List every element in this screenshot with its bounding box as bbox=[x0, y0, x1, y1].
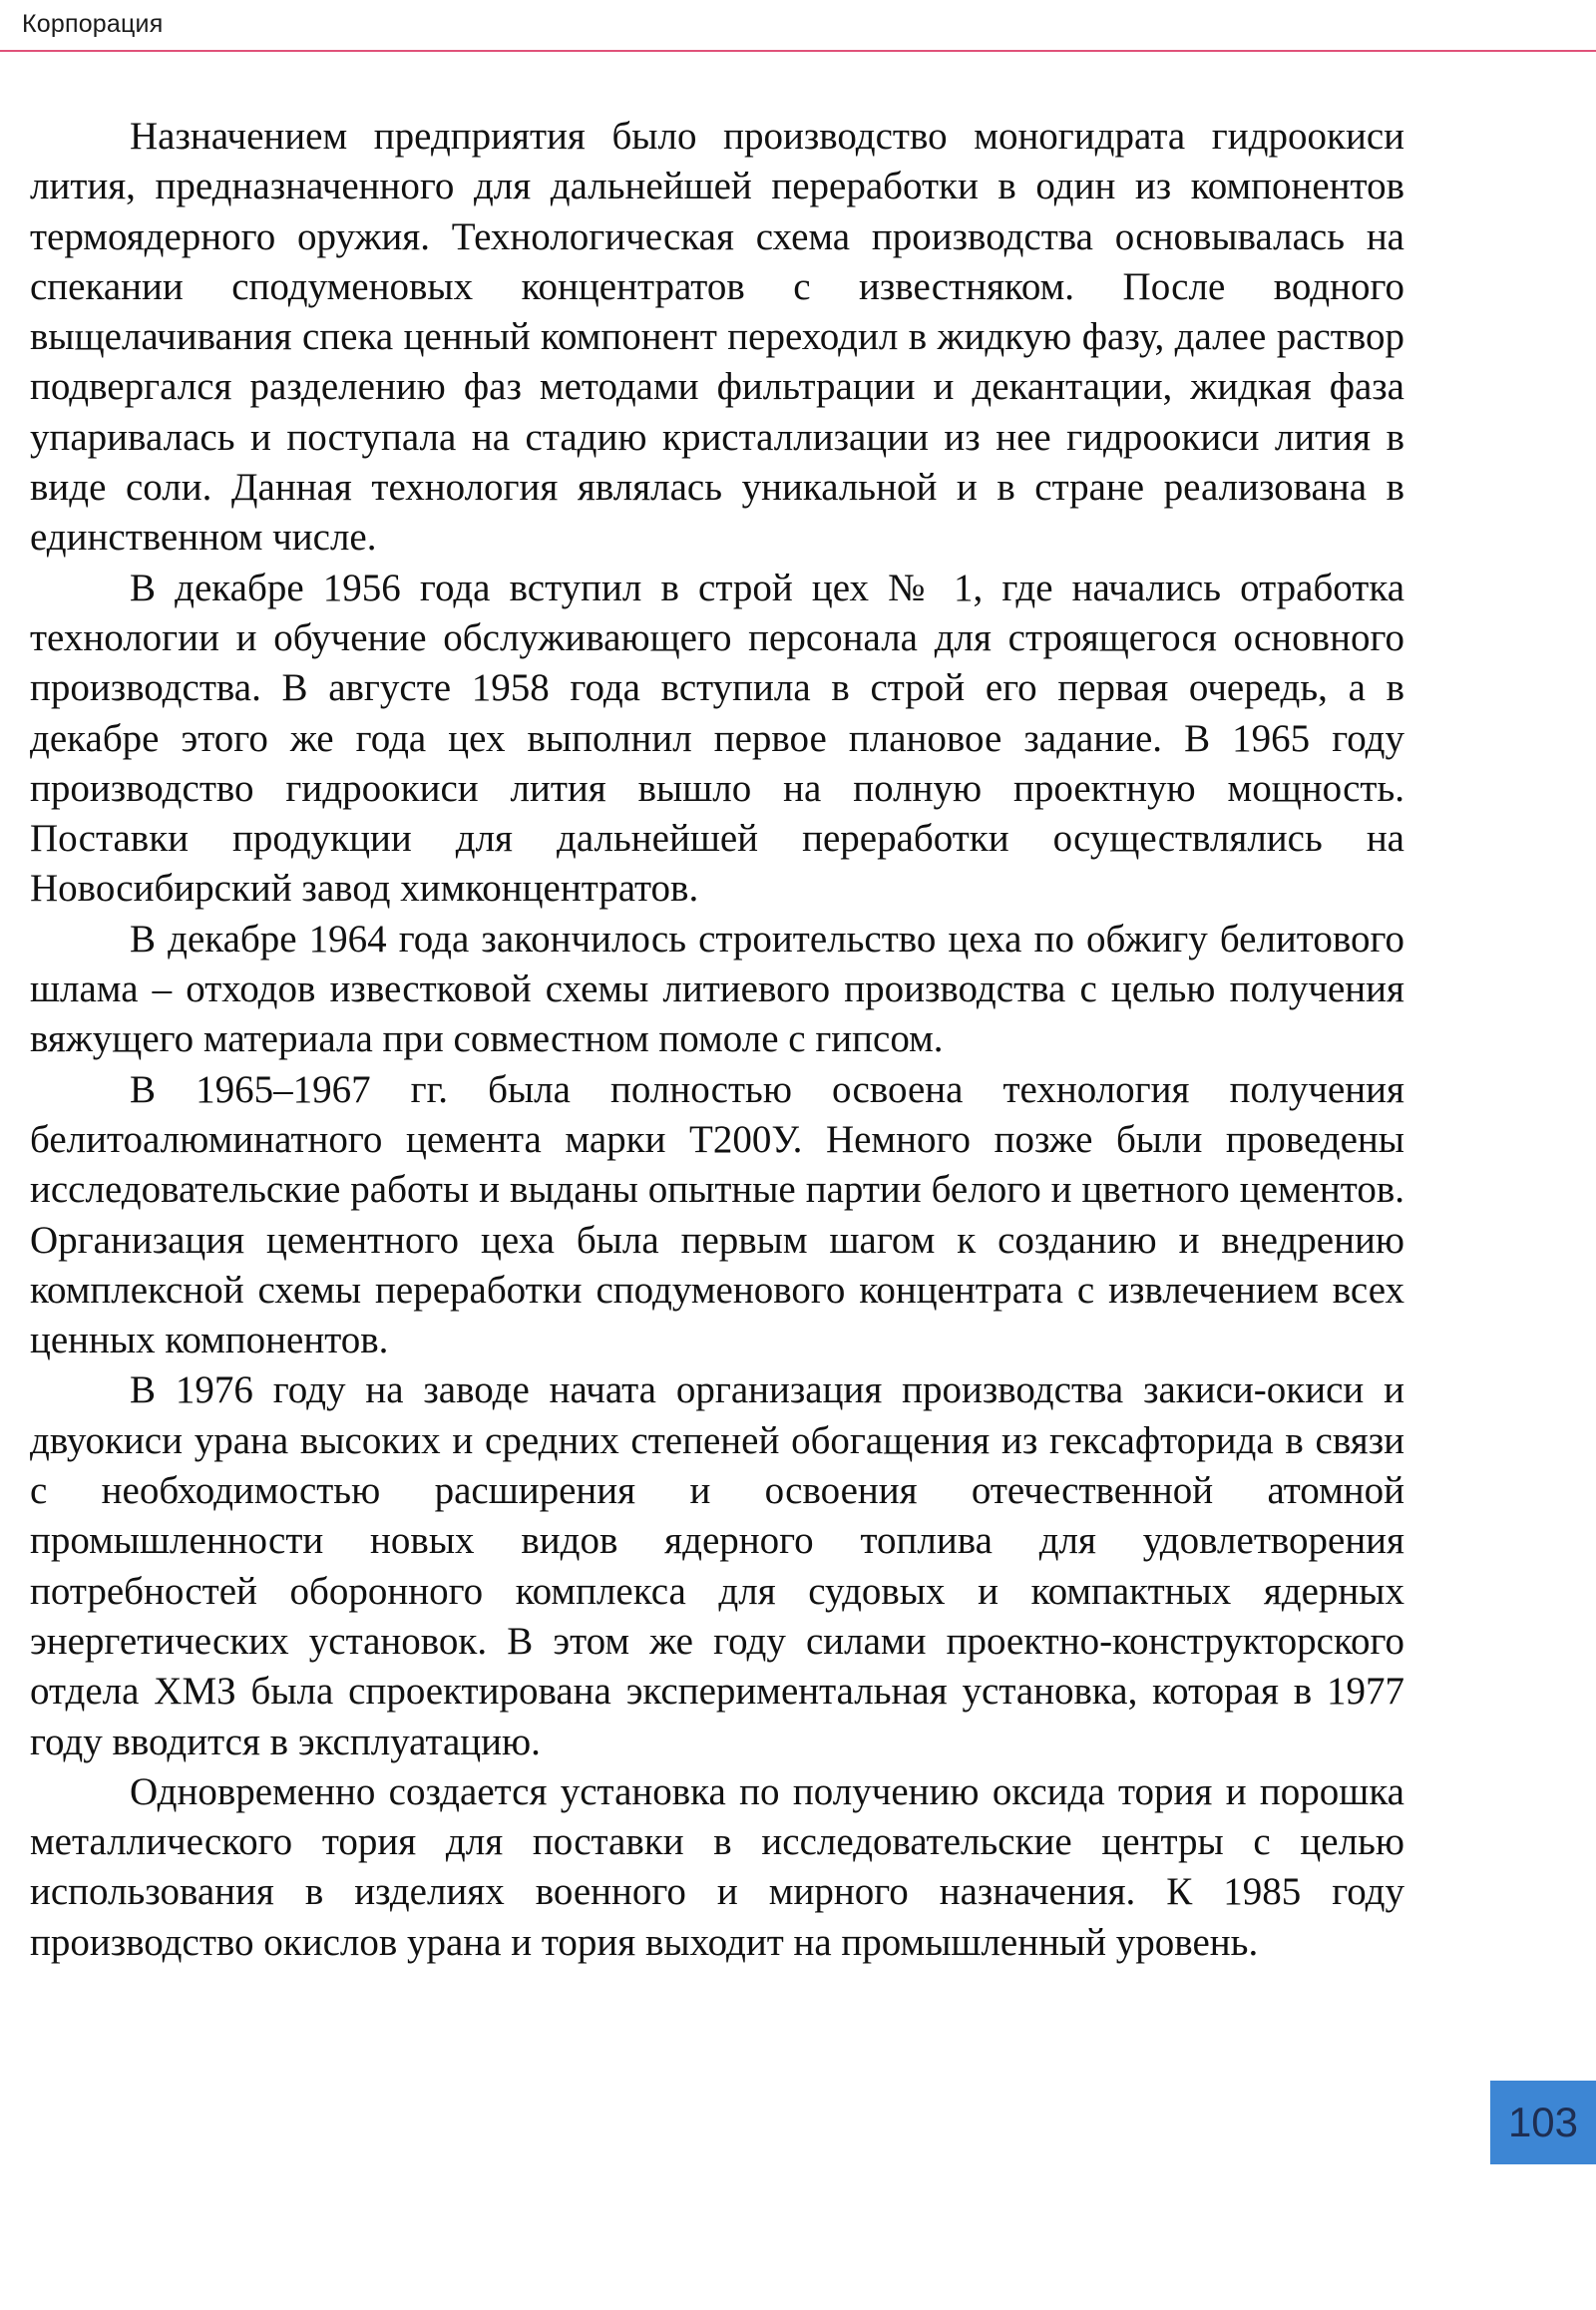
paragraph: В декабре 1964 года закончилось строительство цеха по обжигу белитового шлама – отходов известковой схемы литиевого производства с целью получения вяжущего материала при совместном помоле с гипсом. bbox=[30, 917, 1404, 1061]
page-number-badge: 103 bbox=[1490, 2081, 1596, 2164]
section-label: Корпорация bbox=[22, 10, 164, 38]
paragraph: В 1976 году на заводе начата организация производства закиси-окиси и двуокиси урана высоких и средних степеней обогащения из гексафторида в связи с необходимостью расширения и освоения отечественной атомной промышленности новых видов ядерного топлива для удовлетворения потребностей оборонного комплекса для судовых и компактных ядерных энергетических установок. В этом же году силами проектно-конструкторского отдела ХМЗ была спроектирована экспериментальная установка, которая в 1977 году вводится в эксплуатацию. bbox=[30, 1368, 1404, 1763]
paragraph: Назначением предприятия было производство моногидрата гидроокиси лития, предназначенного для дальнейшей переработки в один из компонентов термоядерного оружия. Технологическая схема производства основывалась на спекании сподуменовых концентратов с известняком. После водного выщелачивания спека ценный компонент переходил в жидкую фазу, далее раствор подвергался разделению фаз методами фильтрации и декантации, жидкая фаза упаривалась и поступала на стадию кристаллизации из нее гидроокиси лития в виде соли. Данная технология являлась уникальной и в стране реализована в единственном числе. bbox=[30, 115, 1404, 560]
paragraph: Одновременно создается установка по получению оксида тория и порошка металлического тория для поставки в исследовательские центры с целью использования в изделиях военного и мирного назначения. К 1985 году производство окислов урана и тория выходит на промышленный уровень. bbox=[30, 1769, 1404, 1964]
paragraph: В декабре 1956 года вступил в строй цех № 1, где начались отработка технологии и обучение обслуживающего персонала для строящегося основного производства. В августе 1958 года вступила в строй его первая очередь, а в декабре этого же года цех выполнил первое плановое задание. В 1965 году производство гидроокиси лития вышло на полную проектную мощность. Поставки продукции для дальнейшей переработки осуществлялись на Новосибирский завод химконцентратов. bbox=[30, 566, 1404, 911]
header-divider bbox=[0, 50, 1596, 52]
article-body bbox=[30, 112, 1404, 1968]
paragraph: В 1965–1967 гг. была полностью освоена технология получения белитоалюминатного цемента марки Т200У. Немного позже были проведены исследовательские работы и выданы опытные партии белого и цветного цементов. Организация цементного цеха была первым шагом к созданию и внедрению комплексной схемы переработки сподуменового концентрата с извлечением всех ценных компонентов. bbox=[30, 1067, 1404, 1362]
